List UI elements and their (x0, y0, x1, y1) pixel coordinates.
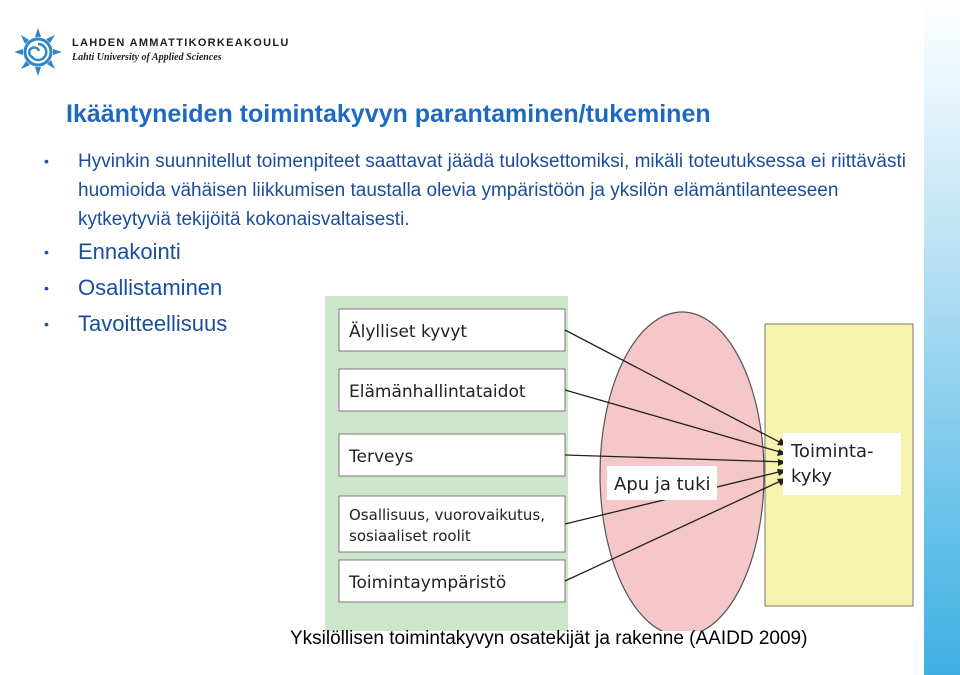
factor-label: Älylliset kyvyt (349, 322, 468, 342)
outcome-label: kyky (791, 466, 832, 487)
spiral-sun-logo-icon (8, 22, 68, 82)
bullet-item: • Hyvinkin suunnitellut toimenpiteet saattavat jäädä tuloksettomiksi, mikäli toteutuksessa ei riittävästi huomioida vähäisen liikkumisen taustalla olevia ympäristöön ja yksilön elämäntilanteeseen kytkeytyviä tekijöitä kokonaisvaltaisesti. (42, 147, 912, 234)
factor-label: Toimintaympäristö (349, 573, 507, 593)
factor-label: Osallisuus, vuorovaikutus, (349, 506, 546, 524)
org-name-english: Lahti University of Applied Sciences (72, 52, 222, 63)
decorative-side-bar (924, 0, 960, 675)
bullet-item: • Osallistaminen (42, 270, 912, 306)
outcome-label: Toiminta- (791, 441, 874, 462)
slide-title: Ikääntyneiden toimintakyvyn parantaminen/tukeminen (66, 100, 711, 128)
factor-label: sosiaaliset roolit (349, 527, 471, 545)
bullet-item: • Ennakointi (42, 234, 912, 270)
factor-label: Terveys (349, 447, 414, 467)
org-name: LAHDEN AMMATTIKORKEAKOULU (72, 37, 290, 49)
bullet-item: • Tavoitteellisuus (42, 306, 912, 342)
support-label: Apu ja tuki (614, 474, 711, 495)
diagram-caption: Yksilöllisen toimintakyvyn osatekijät ja rakenne (AAIDD 2009) (290, 628, 808, 649)
functioning-diagram (325, 296, 915, 631)
factor-label: Elämänhallintataidot (349, 382, 526, 402)
